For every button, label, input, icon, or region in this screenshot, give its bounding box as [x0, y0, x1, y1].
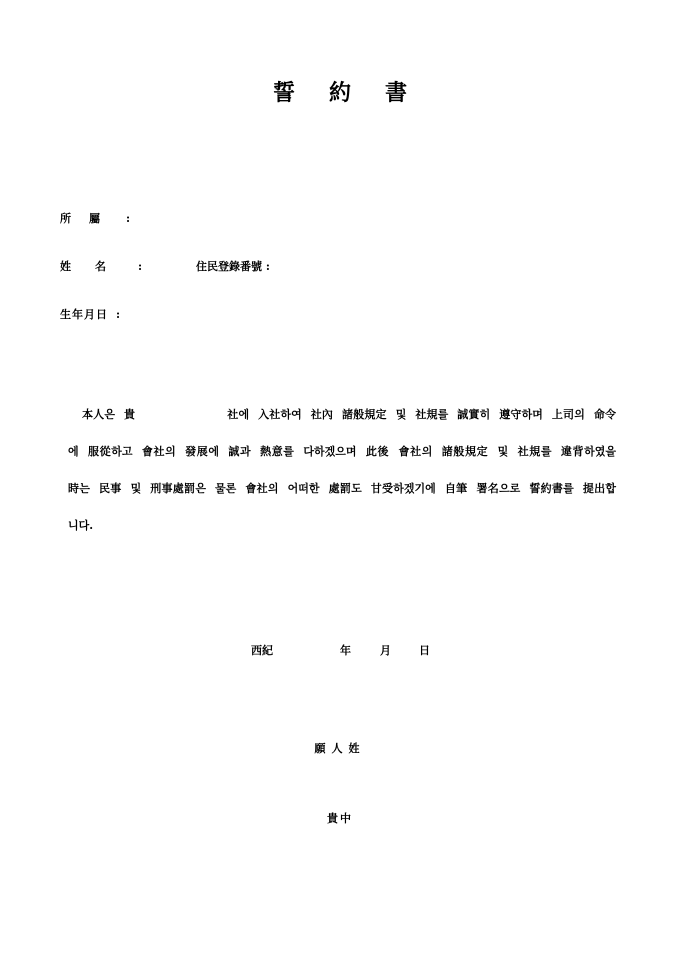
name-colon: :: [138, 260, 143, 273]
affiliation-colon: :: [126, 212, 131, 225]
applicant-name-label: 願人姓: [314, 742, 366, 755]
birth-date-field: [60, 306, 120, 322]
document-title: 誓約書: [272, 80, 441, 106]
date-day-label: 日: [419, 644, 430, 657]
name-label: 姓名: [60, 260, 130, 273]
pledge-text-rest: 社에 入社하여 社內 諸般規定 및 社規를 誠實히 遵守하며 上司의 命令에 服從하고 會社의 發展에 誠과 熱意를 다하겠으며 此後 會社의 諸般規定 및 社規를 違背하였을 時는 民事 및 刑事處罰은 물론 會社의 어떠한 處罰도 甘受하겠기에 自筆 署名으로 誓約書를 提出합니다.: [68, 408, 616, 532]
pledge-text-start: 本人은 貴: [82, 408, 136, 421]
affiliation-label: 所屬: [60, 212, 118, 225]
date-year-label: 年: [340, 644, 351, 657]
recipient-label: 貴中: [327, 812, 353, 825]
birth-date-colon: :: [116, 308, 121, 321]
date-month-label: 月: [380, 644, 391, 657]
resident-number-label: 住民登錄番號 :: [196, 260, 270, 273]
birth-date-label: 生年月日: [60, 308, 108, 321]
date-era-label: 西紀: [251, 644, 273, 657]
pledge-paragraph: [68, 396, 616, 544]
name-field: [60, 258, 270, 274]
affiliation-field: [60, 210, 130, 226]
